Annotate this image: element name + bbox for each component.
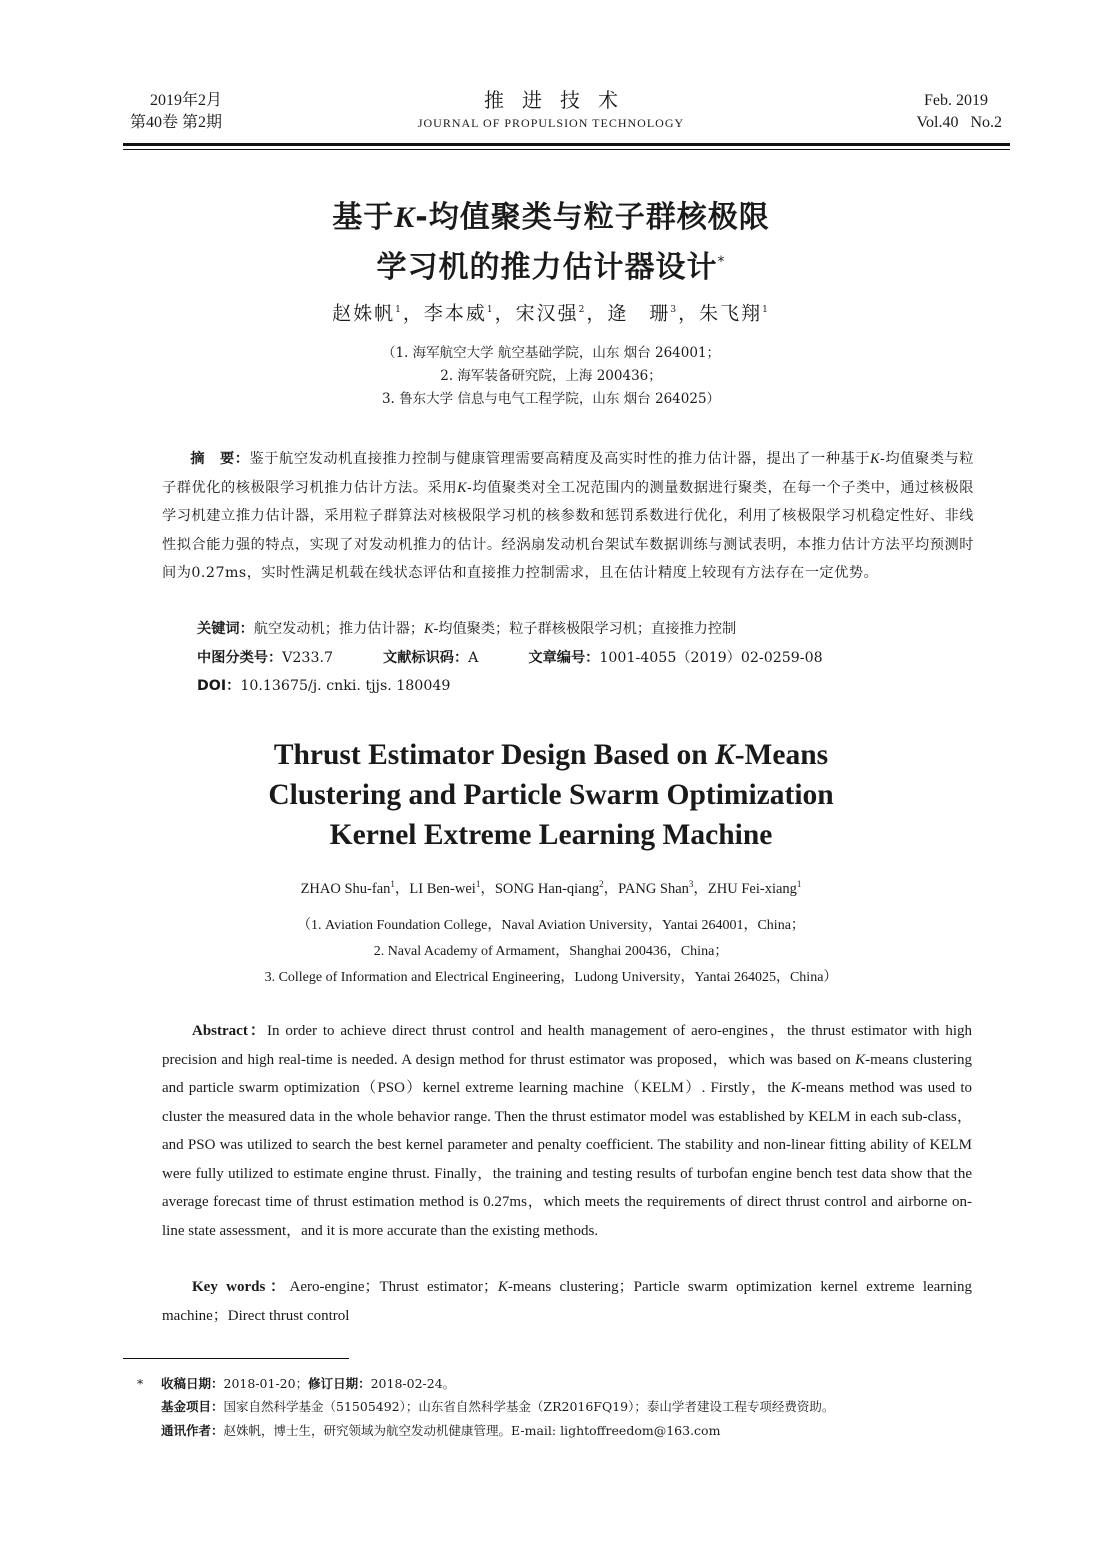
keywords-en-label: Key words： [192, 1279, 290, 1295]
doi-value[interactable]: 10.13675/j. cnki. tjjs. 180049 [240, 678, 451, 694]
affiliation-en-line: （1. Aviation Foundation College，Naval Aviation University，Yantai 264001，China； [297, 918, 805, 933]
revised-label: 修订日期： [308, 1376, 371, 1391]
paper-title-en [150, 735, 952, 855]
abstract-cn-label: 摘 要： [190, 451, 250, 467]
abstract-cn-text: 鉴于航空发动机直接推力控制与健康管理需要高精度及高实时性的推力估计器，提出了一种基于K-均值聚类与粒子群优化的核极限学习机推力估计方法。采用K-均值聚类对全工况范围内的测量数据进行聚类，在每一个子类中，通过核极限学习机建立推力估计器，采用粒子群算法对核极限学习机的核参数和惩罚系数进行优化，利用了核极限学习机稳定性好、非线性拟合能力强的特点，实现了对发动机推力的估计。经涡扇发动机台架试车数据训练与测试表明，本推力估计方法平均预测时间为0.27ms，实时性满足机载在线状态评估和直接推力控制需求，且在估计精度上较现有方法存在一定优势。 [162, 451, 974, 581]
author-name: 李本威 [423, 302, 487, 325]
author-affiliation-mark: 3 [670, 305, 679, 315]
author-affiliation-mark: 1 [762, 305, 770, 315]
classification-row [197, 648, 823, 668]
author-affiliation-mark: 1 [475, 879, 481, 889]
author-name: 逄 珊 [607, 302, 671, 325]
keywords-cn-label: 关键词： [197, 621, 254, 637]
journal-name-cn: 推进技术 [484, 90, 636, 112]
title-en-text: -Means [734, 739, 829, 771]
author-name: ZHU Fei-xiang [707, 880, 797, 897]
doi-label: DOI： [197, 678, 241, 694]
revised-value: 2018-02-24。 [370, 1376, 456, 1391]
header-rule-thin [123, 149, 1010, 150]
title-en-line-1 [150, 735, 952, 775]
doc-code-label: 文献标识码： [383, 650, 469, 666]
title-cn-k: K [394, 201, 416, 234]
title-en-line-3: Kernel Extreme Learning Machine [329, 819, 773, 851]
author-affiliation-mark: 2 [599, 879, 604, 889]
affiliations-en [150, 913, 952, 991]
clc-value: V233.7 [282, 650, 334, 666]
affiliation-en-line: 2. Naval Academy of Armament，Shanghai 200436，China； [373, 944, 729, 959]
author-separator: ， [678, 302, 700, 325]
author-separator: ， [402, 302, 424, 325]
running-header-left [130, 90, 330, 134]
title-en-text: Thrust Estimator Design Based on [273, 739, 716, 771]
footnote-star: * [137, 1376, 144, 1391]
author-name: SONG Han-qiang [494, 880, 600, 897]
affiliation-cn-line: 2. 海军装备研究院，上海 200436； [440, 368, 662, 384]
title-cn-text: 基于 [332, 200, 395, 235]
author-affiliation-mark: 1 [395, 305, 403, 315]
title-en-k: K [715, 739, 735, 771]
author-separator: ， [693, 880, 708, 897]
author-name: 宋汉强 [515, 302, 579, 325]
author-name: ZHAO Shu-fan [300, 880, 391, 897]
corresponding-author-label: 通讯作者： [161, 1423, 224, 1438]
keywords-en-text: Aero-engine；Thrust estimator；K-means clustering；Particle swarm optimization kernel extreme learning machine；Direct thrust control [162, 1279, 972, 1324]
author-name: 朱飞翔 [699, 302, 763, 325]
title-cn-text: -均值聚类与粒子群核极限 [415, 200, 770, 235]
doi-row [197, 676, 450, 696]
title-en-line-2: Clustering and Particle Swarm Optimization [268, 779, 834, 811]
keywords-en [162, 1273, 972, 1330]
issue-date-en: Feb. 2019 [924, 92, 988, 109]
title-cn-line-2 [150, 240, 952, 290]
article-number-label: 文章编号： [528, 650, 600, 666]
volume-issue-en: Vol.40 No.2 [916, 114, 1002, 131]
funding-value: 国家自然科学基金（51505492）；山东省自然科学基金（ZR2016FQ19）；泰山学者建设工程专项经费资助。 [223, 1399, 835, 1414]
received-label: 收稿日期： [161, 1376, 224, 1391]
clc-label: 中图分类号： [197, 650, 283, 666]
author-affiliation-mark: 1 [796, 879, 802, 889]
author-separator: ， [603, 880, 619, 897]
article-number-value: 1001-4055（2019）02-0259-08 [599, 650, 823, 666]
keywords-cn-text: 航空发动机；推力估计器；K-均值聚类；粒子群核极限学习机；直接推力控制 [253, 621, 737, 637]
issue-date-cn: 2019年2月 [150, 92, 223, 109]
abstract-en-label: Abstract： [192, 1023, 268, 1039]
footnote-marker: * [717, 254, 726, 270]
running-header-right [860, 90, 1002, 134]
title-cn-line-1 [150, 196, 952, 240]
author-separator: ， [480, 880, 495, 897]
author-separator: ， [494, 302, 516, 325]
author-list-cn [150, 296, 952, 327]
funding-label: 基金项目： [161, 1399, 224, 1414]
author-affiliation-mark: 1 [390, 879, 395, 889]
affiliation-cn-line: （1. 海军航空大学 航空基础学院，山东 烟台 264001； [381, 345, 721, 361]
title-cn-text: 学习机的推力估计器设计 [376, 250, 718, 285]
author-affiliation-mark: 1 [486, 305, 495, 315]
footnote-rule [123, 1358, 349, 1359]
author-affiliation-mark: 3 [688, 879, 694, 889]
journal-name [330, 88, 772, 132]
affiliations-cn [150, 342, 952, 411]
author-name: 赵姝帆 [332, 302, 396, 325]
abstract-en-text: In order to achieve direct thrust control and health management of aero-engines，the thrust estimator with high precision and high real-time is needed. A design method for thrust estimator was proposed，which was based on K-means clustering and particle swarm optimization（PSO）kernel extreme learning machine（KELM）. Firstly，the K-means method was used to cluster the measured data in the whole behavior range. Then the thrust estimator model was established by KELM in each sub-class，and PSO was utilized to search the best kernel parameter and penalty coefficient. The stability and non-linear fitting ability of KELM were fully utilized to estimate engine thrust. Finally，the training and testing results of turbofan engine bench test data show that the average forecast time of thrust estimation method is 0.27ms，which meets the requirements of direct thrust control and airborne on-line state assessment，and it is more accurate than the existing methods. [162, 1023, 972, 1239]
journal-name-en: JOURNAL OF PROPULSION TECHNOLOGY [417, 116, 685, 130]
author-name: LI Ben-wei [409, 880, 476, 897]
abstract-cn [162, 445, 974, 588]
volume-issue-cn: 第40卷 第2期 [130, 114, 223, 131]
author-name: PANG Shan [618, 880, 689, 897]
doc-code-value: A [468, 650, 479, 666]
author-list-en [150, 873, 952, 900]
header-rule-thick [123, 143, 1010, 146]
received-value: 2018-01-20； [223, 1376, 309, 1391]
author-affiliation-mark: 2 [578, 305, 587, 315]
corresponding-author-value: 赵姝帆，博士生，研究领域为航空发动机健康管理。E-mail: lightoffreedom@163.com [223, 1423, 721, 1438]
author-separator: ， [394, 880, 410, 897]
affiliation-cn-line: 3. 鲁东大学 信息与电气工程学院，山东 烟台 264025） [381, 391, 721, 407]
footnote-corresponding-author [161, 1421, 720, 1441]
footnote-dates [137, 1374, 455, 1394]
abstract-en [162, 1017, 972, 1245]
affiliation-en-line: 3. College of Information and Electrical Engineering，Ludong University，Yantai 264025，China） [264, 970, 838, 985]
footnote-funding [161, 1397, 834, 1417]
author-separator: ， [586, 302, 608, 325]
keywords-cn [197, 619, 736, 639]
paper-title-cn [150, 196, 952, 290]
